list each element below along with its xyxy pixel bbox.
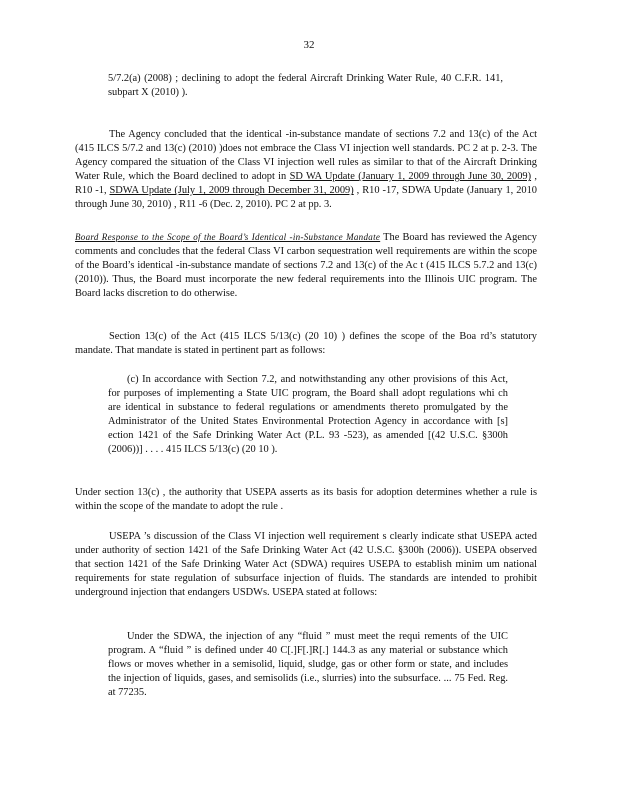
statutory-block-quote: (c) In accordance with Section 7.2, and notwithstanding any other provisions of this Act, for purposes of implementing a State UIC program, the Board shall adopt regulations whi ch are identical in substance to federal regulations or amendments thereto promulgated by the Administrator of the United States Environmental Protection Agency in accordance with [s] ection 1421 of the Safe Drinking Water Act (P.L. 93 -523), as amended [(42 U.S.C. §300h (2006))] . . . . 415 ILCS 5/13(c) (20 10 ). [108,374,508,456]
page-number: 32 [303,39,315,51]
agency-conclusion-paragraph [75,128,537,213]
usepa-discussion-paragraph: USEPA ’s discussion of the Class VI injection well requirement s clearly indicate sthat USEPA acted under authority of section 1421 of the Safe Drinking Water Act (42 U.S.C. §300h (2006)). USEPA observed that section 1421 of the Safe Drinking Water Act (SDWA) requires USEPA to establish minim um national requirements for state regulation of subsurface injection of fluids. The standards are intended to prohibit underground injection that endangers USDWs. USEPA stated at follows: [75,531,537,599]
sdwa-update-citation-2: SDWA Update (July 1, 2009 through December 31, 2009) [109,185,354,197]
board-response-paragraph [75,230,537,301]
agency-conclusion-text: The Agency concluded that the identical -in-substance mandate of sections 7.2 and 13(c) of the Act (415 ILCS 5/7.2 and 13(c) (2010) )does not embrace the Class VI injection well standards. PC 2 at p. 2-3. The Agency compared the situation of the Class VI injection well rules as similar to that of the Aircraft Drinking Water Rule, which the Board declined to adopt in [75,129,537,183]
board-response-text: The Board has reviewed the Agency comments and concludes that the federal Class VI carbon sequestration well requirements are within the scope of the Board’s identical -in-substance mandate of sections 7.2 and 13(c) of the Ac t (415 ILCS 5.7.2 and 13(c) (2010)). Thus, the Board must incorporate the new federal requirements into the Illinois UIC program. The Board lacks discretion to do otherwise. [75,232,537,300]
sdwa-fluid-block-quote: Under the SDWA, the injection of any “fluid ” must meet the requi rements of the UIC program. A “fluid ” is defined under 40 C[.]F[.]R[.] 144.3 as any material or substance which flows or moves whether in a semisolid, liquid, sludge, gas or other form or state, and includes the injection of liquids, gases, and semisolids (i.e., slurries) into the subsurface. ... 75 Fed. Reg. at 77235. [108,631,508,699]
board-response-heading: Board Response to the Scope of the Board’s Identical -in-Substance Mandate [75,232,381,242]
continued-citation: 5/7.2(a) (2008) ; declining to adopt the federal Aircraft Drinking Water Rule, 40 C.F.R. 141, subpart X (2010) ). [108,73,503,99]
authority-paragraph: Under section 13(c) , the authority that USEPA asserts as its basis for adoption determines whether a rule is within the scope of the mandate to adopt the rule . [75,487,537,513]
sdwa-update-citation-1: SD WA Update (January 1, 2009 through June 30, 2009) [289,171,532,183]
agency-conclusion-text-2: , R10 -1, [75,171,537,197]
agency-conclusion-text-3: , R10 -17, SDWA Update (January 1, 2010 through June 30, 2010) , R11 -6 (Dec. 2, 2010). PC 2 at pp. 3. [75,185,537,211]
section-13c-intro-paragraph: Section 13(c) of the Act (415 ILCS 5/13(c) (20 10) ) defines the scope of the Boa rd’s statutory mandate. That mandate is stated in pertinent part as follows: [75,331,537,357]
